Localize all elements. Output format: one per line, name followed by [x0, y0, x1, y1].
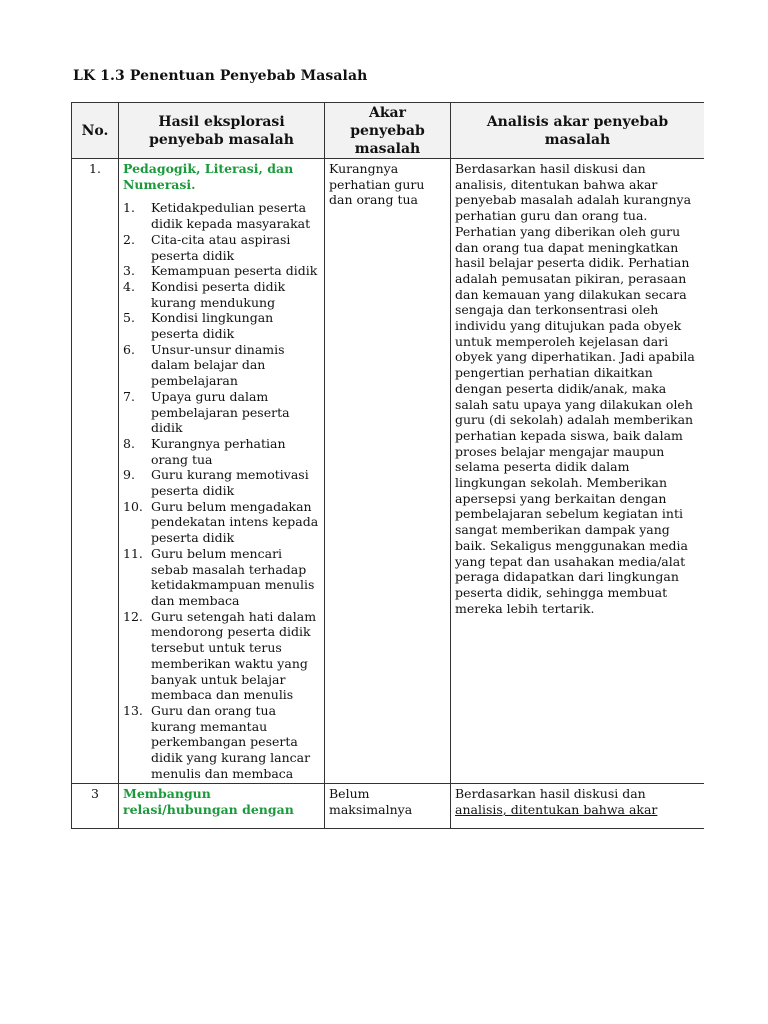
list-item: [123, 200, 320, 231]
hasil-eksplorasi-cell: [119, 159, 325, 784]
list-item-number: 7.: [123, 388, 135, 404]
list-item: [123, 467, 320, 498]
list-item-number: 8.: [123, 435, 135, 451]
list-item-text: Kondisi peserta didik kurang mendukung: [151, 278, 286, 310]
list-item-number: 1.: [123, 200, 135, 216]
list-item-number: 5.: [123, 310, 135, 326]
list-item-number: 13.: [123, 702, 143, 718]
problem-cause-table: [71, 102, 704, 829]
list-item-text: Upaya guru dalam pembelajaran peserta didik: [151, 388, 290, 436]
list-item-text: Guru kurang memotivasi peserta didik: [151, 467, 309, 499]
list-item-text: Guru belum mencari sebab masalah terhadap ketidakmampuan menulis dan membaca: [151, 545, 315, 608]
list-item: [123, 342, 320, 389]
list-item: [123, 546, 320, 609]
list-item-text: Ketidakpedulian peserta didik kepada masyarakat: [151, 200, 311, 232]
table-row: [72, 159, 705, 784]
list-item-number: 12.: [123, 608, 143, 624]
list-item-number: 9.: [123, 467, 135, 483]
list-item-number: 11.: [123, 545, 143, 561]
akar-penyebab-cell: Kurangnya perhatian guru dan orang tua: [325, 159, 451, 784]
analisis-line: analisis, ditentukan bahwa akar: [455, 802, 658, 818]
row-number: 3: [72, 784, 119, 829]
hasil-eksplorasi-cell: [119, 784, 325, 829]
list-item: [123, 232, 320, 263]
list-item: [123, 703, 320, 782]
akar-penyebab-cell: Belum maksimalnya: [325, 784, 451, 829]
header-hasil-eksplorasi: Hasil eksplorasi penyebab masalah: [119, 103, 325, 159]
problem-cause-table-wrapper: [71, 102, 704, 948]
list-item-text: Guru dan orang tua kurang memantau perkembangan peserta didik yang kurang lancar menulis dan membaca: [151, 702, 311, 781]
list-item-text: Guru belum mengadakan pendekatan intens kepada peserta didik: [151, 498, 319, 546]
list-item: [123, 499, 320, 546]
list-item-text: Kurangnya perhatian orang tua: [151, 435, 286, 467]
list-item-number: 3.: [123, 263, 135, 279]
row-number: 1.: [72, 159, 119, 784]
analisis-cell: Berdasarkan hasil diskusi dan analisis, ditentukan bahwa akar penyebab masalah adalah kurangnya perhatian guru dan orang tua. Perhatian yang diberikan oleh guru dan orang tua dapat meningkatkan hasil belajar peserta didik. Perhatian adalah pemusatan pikiran, perasaan dan kemauan yang dilakukan secara sengaja dan terkonsentrasi oleh individu yang ditujukan pada obyek untuk memperoleh kejelasan dari obyek yang diperhatikan. Jadi apabila pengertian perhatian dikaitkan dengan peserta didik/anak, maka salah satu upaya yang dilakukan oleh guru (di sekolah) adalah memberikan perhatian kepada siswa, baik dalam proses belajar mengajar maupun selama peserta didik dalam lingkungan sekolah. Memberikan apersepsi yang berkaitan dengan pembelajaran sebelum kegiatan inti sangat memberikan dampak yang baik. Sekaligus menggunakan media yang tepat dan usahakan media/alat peraga didapatkan dari lingkungan peserta didik, sehingga membuat mereka lebih tertarik.: [451, 159, 705, 784]
category-title: Membangun relasi/hubungan dengan: [123, 786, 294, 818]
list-item: [123, 389, 320, 436]
document-title: LK 1.3 Penentuan Penyebab Masalah: [73, 68, 368, 84]
list-item: [123, 609, 320, 703]
list-item-text: Cita-cita atau aspirasi peserta didik: [151, 231, 291, 263]
list-item: [123, 263, 320, 279]
header-analisis: Analisis akar penyebab masalah: [451, 103, 705, 159]
list-item-text: Kemampuan peserta didik: [151, 263, 318, 279]
table-row: [72, 784, 705, 829]
list-item: [123, 279, 320, 310]
list-item-text: Guru setengah hati dalam mendorong peserta didik tersebut untuk terus memberikan waktu yang banyak untuk belajar membaca dan menulis: [151, 608, 317, 703]
list-item: [123, 310, 320, 341]
table-header-row: [72, 103, 705, 159]
list-item: [123, 436, 320, 467]
analisis-line: Berdasarkan hasil diskusi dan: [455, 786, 646, 802]
cause-list: [123, 200, 320, 781]
category-title: Pedagogik, Literasi, dan Numerasi.: [123, 161, 294, 192]
list-item-number: 10.: [123, 498, 143, 514]
header-akar-penyebab: Akar penyebab masalah: [325, 103, 451, 159]
list-item-number: 2.: [123, 231, 135, 247]
list-item-text: Kondisi lingkungan peserta didik: [151, 310, 274, 342]
list-item-number: 6.: [123, 341, 135, 357]
header-no: No.: [72, 103, 119, 159]
analisis-cell: [451, 784, 705, 829]
list-item-number: 4.: [123, 278, 135, 294]
list-item-text: Unsur-unsur dinamis dalam belajar dan pembelajaran: [151, 341, 285, 389]
